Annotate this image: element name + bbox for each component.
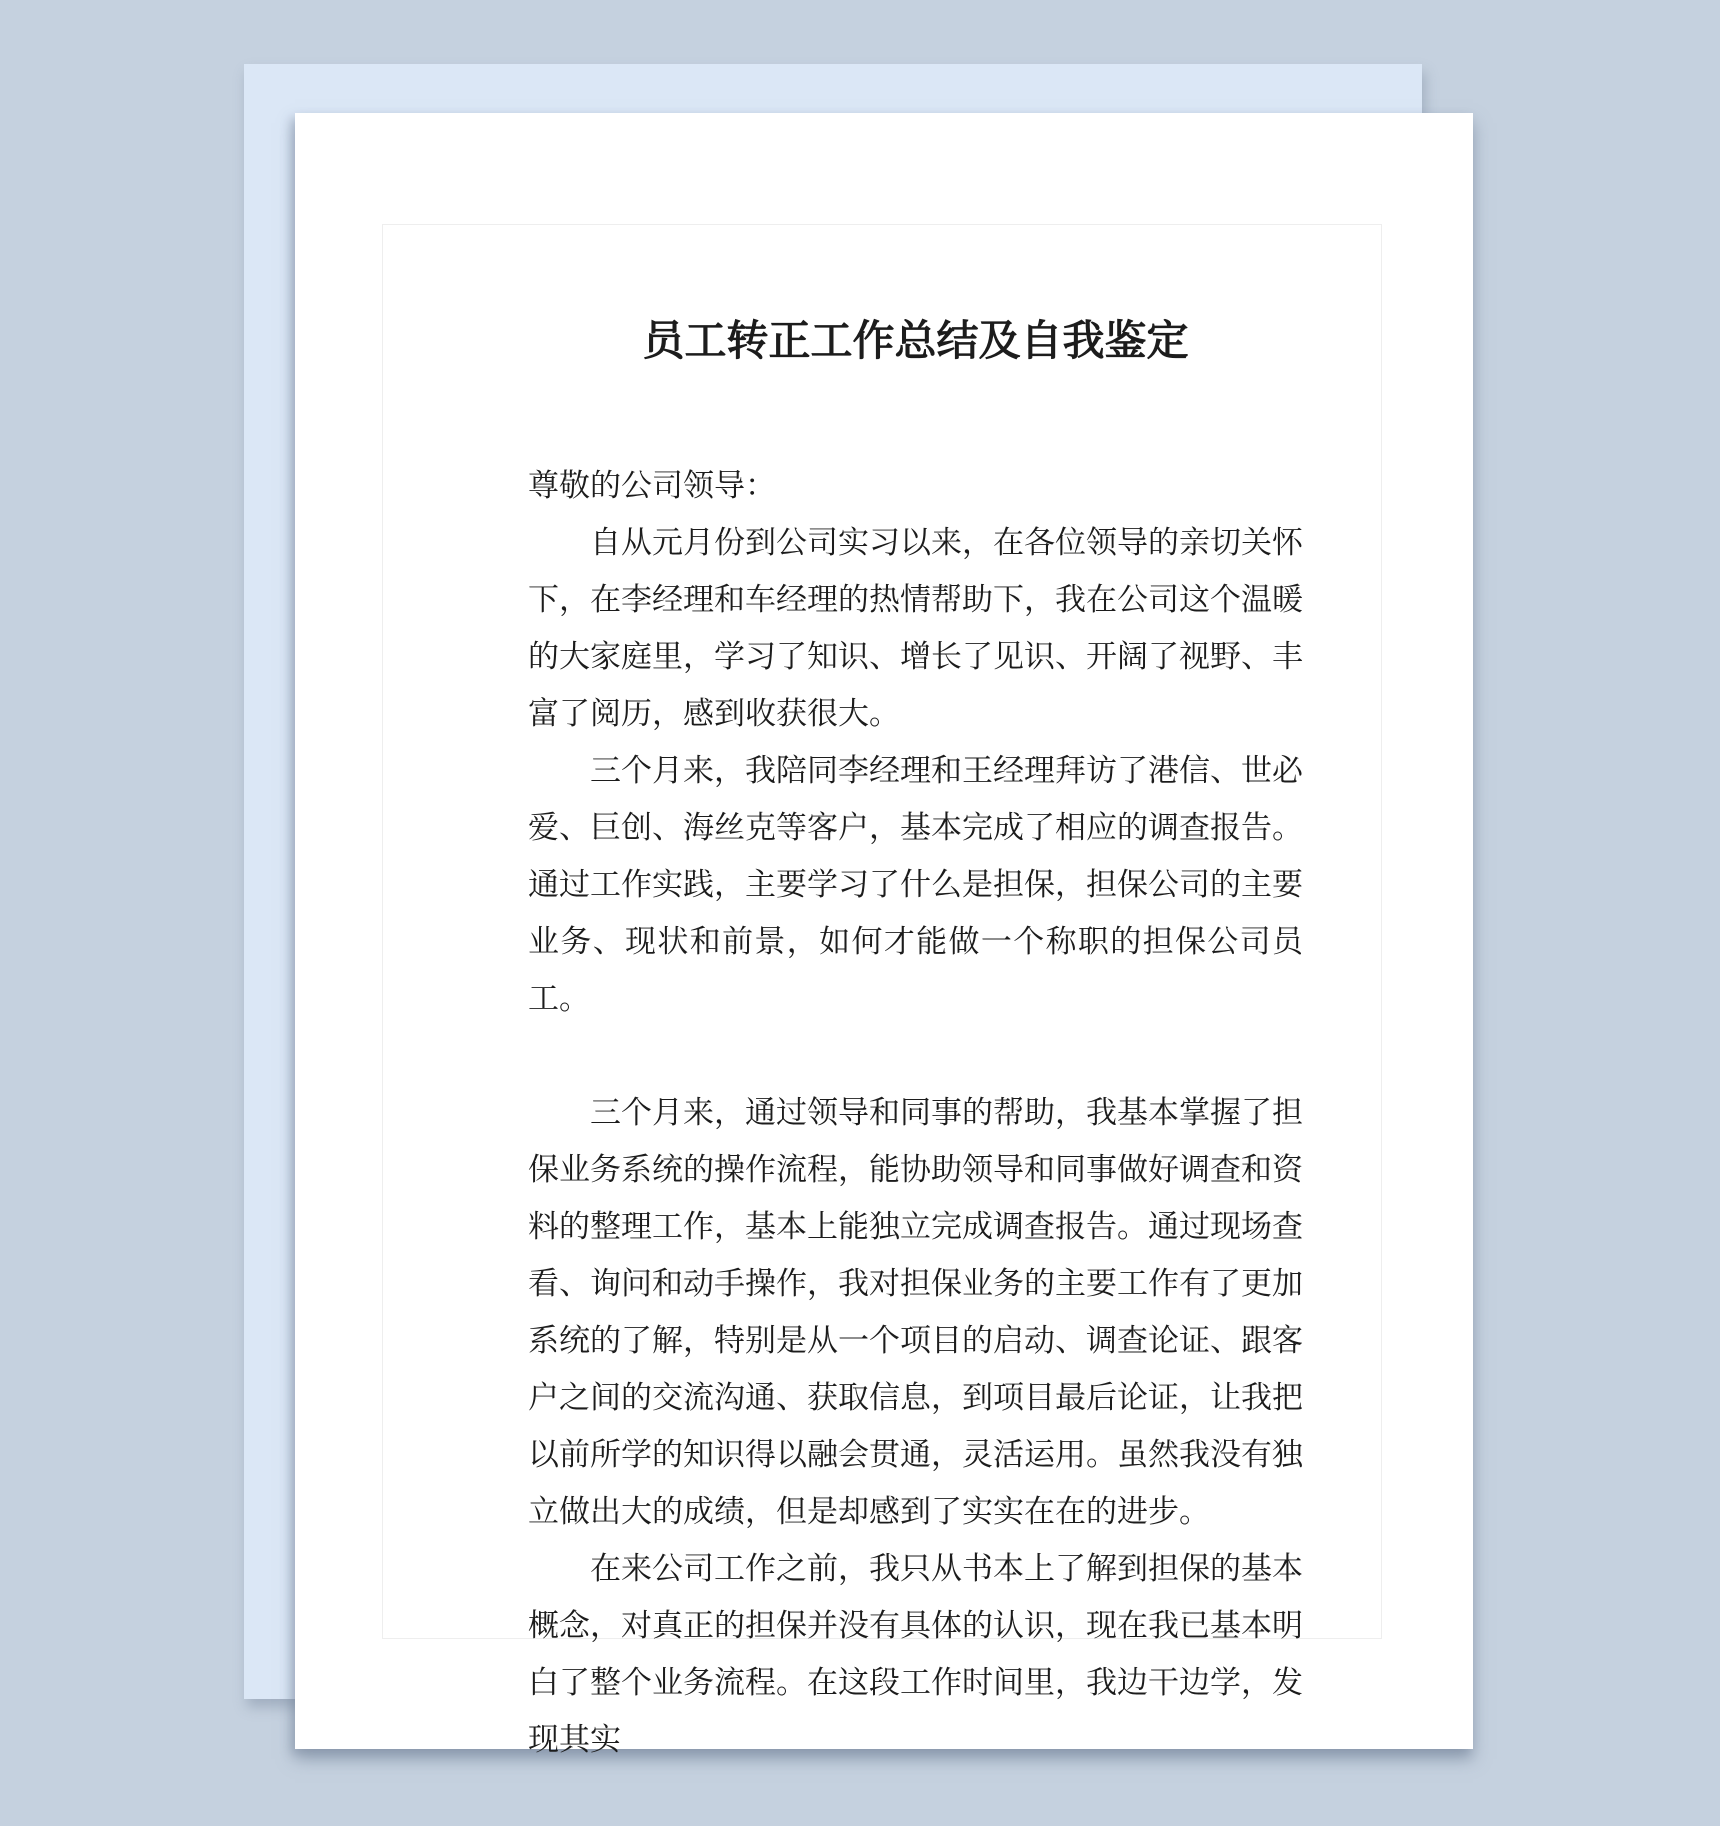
salutation-line: 尊敬的公司领导：: [528, 468, 776, 503]
document-title: 员工转正工作总结及自我鉴定: [642, 319, 1189, 365]
paragraph-2: 三个月来，我陪同李经理和王经理拜访了港信、世必爱、巨创、海丝克等客户，基本完成了相应的调查报告。通过工作实践，主要学习了什么是担保，担保公司的主要业务、现状和前景，如何才能做一个称职的担保公司员工。: [528, 753, 1303, 1016]
paragraph-1: 自从元月份到公司实习以来，在各位领导的亲切关怀下，在李经理和车经理的热情帮助下，我在公司这个温暖的大家庭里，学习了知识、增长了见识、开阔了视野、丰富了阅历，感到收获很大。: [528, 525, 1303, 731]
paragraph-4: 在来公司工作之前，我只从书本上了解到担保的基本概念，对真正的担保并没有具体的认识，现在我已基本明白了整个业务流程。在这段工作时间里，我边干边学，发现其实: [528, 1551, 1303, 1757]
document-page: [295, 113, 1473, 1757]
paragraph-3: 三个月来，通过领导和同事的帮助，我基本掌握了担保业务系统的操作流程，能协助领导和同事做好调查和资料的整理工作，基本上能独立完成调查报告。通过现场查看、询问和动手操作，我对担保业务的主要工作有了更加系统的了解，特别是从一个项目的启动、调查论证、跟客户之间的交流沟通、获取信息，到项目最后论证，让我把以前所学的知识得以融会贯通，灵活运用。虽然我没有独立做出大的成绩，但是却感到了实实在在的进步。: [528, 1095, 1303, 1529]
document-content: [528, 314, 1303, 1768]
